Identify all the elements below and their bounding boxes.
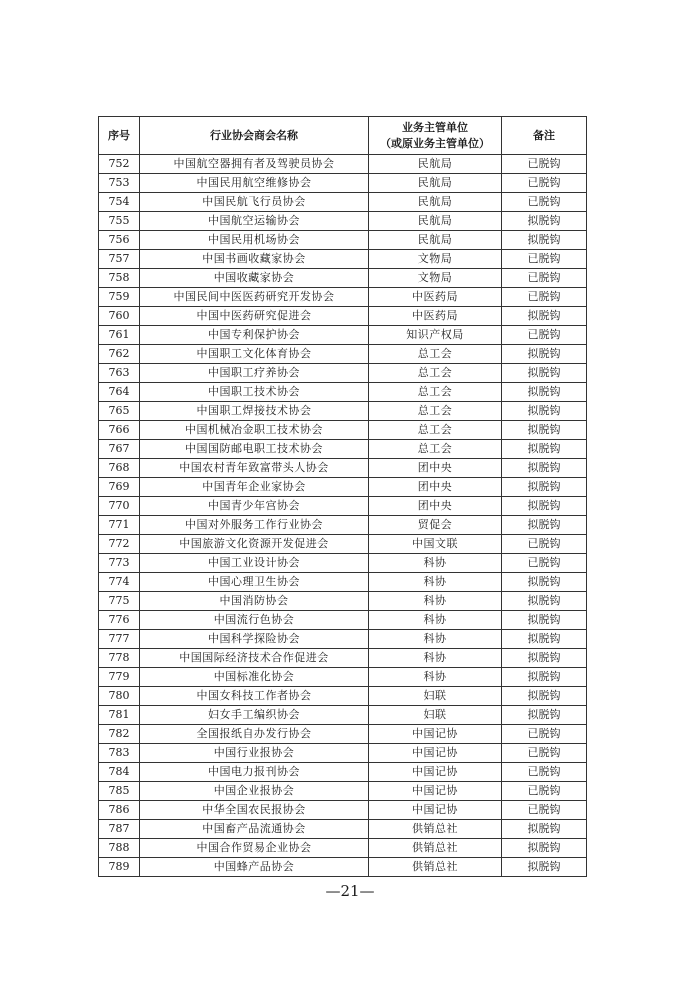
cell-remarks: 拟脱钩 xyxy=(502,668,587,687)
cell-supervising-unit: 团中央 xyxy=(369,478,502,497)
cell-remarks: 拟脱钩 xyxy=(502,611,587,630)
table-row xyxy=(99,782,587,801)
cell-serial-number: 763 xyxy=(99,364,140,383)
cell-serial-number: 753 xyxy=(99,174,140,193)
cell-serial-number: 776 xyxy=(99,611,140,630)
cell-remarks: 拟脱钩 xyxy=(502,364,587,383)
cell-supervising-unit: 供销总社 xyxy=(369,820,502,839)
cell-supervising-unit: 中国记协 xyxy=(369,725,502,744)
cell-supervising-unit: 中国记协 xyxy=(369,744,502,763)
cell-serial-number: 783 xyxy=(99,744,140,763)
cell-remarks: 已脱钩 xyxy=(502,174,587,193)
header-supervising-unit xyxy=(369,117,502,155)
cell-remarks: 拟脱钩 xyxy=(502,858,587,877)
cell-remarks: 拟脱钩 xyxy=(502,820,587,839)
cell-remarks: 已脱钩 xyxy=(502,801,587,820)
table-row xyxy=(99,174,587,193)
header-supervising-unit-line1: 业务主管单位 xyxy=(402,120,468,134)
cell-remarks: 拟脱钩 xyxy=(502,839,587,858)
cell-remarks: 已脱钩 xyxy=(502,193,587,212)
table-row xyxy=(99,212,587,231)
cell-association-name: 中国专利保护协会 xyxy=(140,326,369,345)
cell-supervising-unit: 文物局 xyxy=(369,269,502,288)
cell-serial-number: 771 xyxy=(99,516,140,535)
cell-supervising-unit: 科协 xyxy=(369,649,502,668)
cell-remarks: 已脱钩 xyxy=(502,725,587,744)
table-row xyxy=(99,706,587,725)
cell-serial-number: 769 xyxy=(99,478,140,497)
cell-serial-number: 755 xyxy=(99,212,140,231)
association-table xyxy=(98,116,587,877)
cell-remarks: 拟脱钩 xyxy=(502,421,587,440)
cell-association-name: 中国民用航空维修协会 xyxy=(140,174,369,193)
table-row xyxy=(99,440,587,459)
cell-remarks: 拟脱钩 xyxy=(502,459,587,478)
cell-remarks: 已脱钩 xyxy=(502,554,587,573)
cell-remarks: 拟脱钩 xyxy=(502,630,587,649)
cell-supervising-unit: 总工会 xyxy=(369,345,502,364)
cell-remarks: 拟脱钩 xyxy=(502,402,587,421)
cell-association-name: 中国女科技工作者协会 xyxy=(140,687,369,706)
table-row xyxy=(99,763,587,782)
cell-serial-number: 765 xyxy=(99,402,140,421)
cell-association-name: 中国民航飞行员协会 xyxy=(140,193,369,212)
cell-remarks: 已脱钩 xyxy=(502,782,587,801)
table-row xyxy=(99,535,587,554)
cell-association-name: 中国收藏家协会 xyxy=(140,269,369,288)
table-row xyxy=(99,820,587,839)
table-row xyxy=(99,744,587,763)
cell-association-name: 中国工业设计协会 xyxy=(140,554,369,573)
cell-supervising-unit: 中医药局 xyxy=(369,288,502,307)
cell-association-name: 中国流行色协会 xyxy=(140,611,369,630)
cell-association-name: 中国蜂产品协会 xyxy=(140,858,369,877)
cell-serial-number: 787 xyxy=(99,820,140,839)
cell-remarks: 拟脱钩 xyxy=(502,345,587,364)
cell-remarks: 已脱钩 xyxy=(502,763,587,782)
table-header-row xyxy=(99,117,587,155)
cell-supervising-unit: 总工会 xyxy=(369,402,502,421)
table-row xyxy=(99,687,587,706)
cell-remarks: 已脱钩 xyxy=(502,250,587,269)
cell-serial-number: 789 xyxy=(99,858,140,877)
cell-association-name: 中国青少年宫协会 xyxy=(140,497,369,516)
cell-serial-number: 781 xyxy=(99,706,140,725)
cell-remarks: 已脱钩 xyxy=(502,269,587,288)
cell-remarks: 拟脱钩 xyxy=(502,706,587,725)
cell-association-name: 中国职工文化体育协会 xyxy=(140,345,369,364)
table-row xyxy=(99,554,587,573)
table-row xyxy=(99,307,587,326)
cell-association-name: 中国对外服务工作行业协会 xyxy=(140,516,369,535)
cell-serial-number: 774 xyxy=(99,573,140,592)
table-row xyxy=(99,364,587,383)
cell-serial-number: 780 xyxy=(99,687,140,706)
cell-supervising-unit: 科协 xyxy=(369,611,502,630)
cell-remarks: 已脱钩 xyxy=(502,535,587,554)
cell-association-name: 中国航空器拥有者及驾驶员协会 xyxy=(140,155,369,174)
cell-supervising-unit: 中国记协 xyxy=(369,801,502,820)
cell-serial-number: 779 xyxy=(99,668,140,687)
table-row xyxy=(99,155,587,174)
cell-supervising-unit: 科协 xyxy=(369,630,502,649)
cell-association-name: 中国科学探险协会 xyxy=(140,630,369,649)
table-row xyxy=(99,668,587,687)
table-row xyxy=(99,421,587,440)
table-row xyxy=(99,288,587,307)
table-row xyxy=(99,383,587,402)
cell-association-name: 中华全国农民报协会 xyxy=(140,801,369,820)
cell-supervising-unit: 中国记协 xyxy=(369,782,502,801)
cell-association-name: 中国职工焊接技术协会 xyxy=(140,402,369,421)
table-row xyxy=(99,592,587,611)
cell-serial-number: 772 xyxy=(99,535,140,554)
cell-supervising-unit: 中国文联 xyxy=(369,535,502,554)
cell-supervising-unit: 总工会 xyxy=(369,383,502,402)
cell-serial-number: 760 xyxy=(99,307,140,326)
table-row xyxy=(99,858,587,877)
cell-supervising-unit: 科协 xyxy=(369,592,502,611)
cell-association-name: 中国书画收藏家协会 xyxy=(140,250,369,269)
cell-serial-number: 758 xyxy=(99,269,140,288)
cell-serial-number: 766 xyxy=(99,421,140,440)
cell-supervising-unit: 总工会 xyxy=(369,421,502,440)
cell-remarks: 拟脱钩 xyxy=(502,440,587,459)
cell-remarks: 拟脱钩 xyxy=(502,383,587,402)
cell-serial-number: 764 xyxy=(99,383,140,402)
cell-association-name: 中国中医药研究促进会 xyxy=(140,307,369,326)
cell-supervising-unit: 中国记协 xyxy=(369,763,502,782)
cell-supervising-unit: 科协 xyxy=(369,573,502,592)
table-row xyxy=(99,649,587,668)
cell-remarks: 已脱钩 xyxy=(502,155,587,174)
cell-remarks: 已脱钩 xyxy=(502,326,587,345)
cell-association-name: 中国民用机场协会 xyxy=(140,231,369,250)
cell-supervising-unit: 文物局 xyxy=(369,250,502,269)
table-body xyxy=(99,155,587,877)
cell-serial-number: 788 xyxy=(99,839,140,858)
cell-remarks: 拟脱钩 xyxy=(502,573,587,592)
table-row xyxy=(99,611,587,630)
cell-serial-number: 770 xyxy=(99,497,140,516)
cell-supervising-unit: 科协 xyxy=(369,554,502,573)
cell-serial-number: 767 xyxy=(99,440,140,459)
cell-association-name: 中国标准化协会 xyxy=(140,668,369,687)
cell-serial-number: 778 xyxy=(99,649,140,668)
cell-supervising-unit: 妇联 xyxy=(369,687,502,706)
header-serial-number: 序号 xyxy=(99,117,140,155)
cell-association-name: 全国报纸自办发行协会 xyxy=(140,725,369,744)
cell-association-name: 中国国防邮电职工技术协会 xyxy=(140,440,369,459)
cell-supervising-unit: 贸促会 xyxy=(369,516,502,535)
cell-supervising-unit: 知识产权局 xyxy=(369,326,502,345)
cell-serial-number: 762 xyxy=(99,345,140,364)
table-row xyxy=(99,839,587,858)
cell-association-name: 中国合作贸易企业协会 xyxy=(140,839,369,858)
cell-supervising-unit: 供销总社 xyxy=(369,839,502,858)
table-row xyxy=(99,516,587,535)
cell-association-name: 中国青年企业家协会 xyxy=(140,478,369,497)
cell-supervising-unit: 民航局 xyxy=(369,174,502,193)
table-row xyxy=(99,402,587,421)
cell-serial-number: 768 xyxy=(99,459,140,478)
cell-remarks: 拟脱钩 xyxy=(502,307,587,326)
cell-supervising-unit: 民航局 xyxy=(369,212,502,231)
cell-association-name: 妇女手工编织协会 xyxy=(140,706,369,725)
cell-remarks: 已脱钩 xyxy=(502,744,587,763)
cell-association-name: 中国企业报协会 xyxy=(140,782,369,801)
table-row xyxy=(99,497,587,516)
header-remarks: 备注 xyxy=(502,117,587,155)
cell-supervising-unit: 科协 xyxy=(369,668,502,687)
table-row xyxy=(99,478,587,497)
cell-serial-number: 752 xyxy=(99,155,140,174)
cell-supervising-unit: 民航局 xyxy=(369,231,502,250)
cell-association-name: 中国航空运输协会 xyxy=(140,212,369,231)
cell-serial-number: 759 xyxy=(99,288,140,307)
cell-association-name: 中国旅游文化资源开发促进会 xyxy=(140,535,369,554)
cell-remarks: 已脱钩 xyxy=(502,288,587,307)
cell-supervising-unit: 总工会 xyxy=(369,364,502,383)
cell-association-name: 中国职工技术协会 xyxy=(140,383,369,402)
cell-association-name: 中国畜产品流通协会 xyxy=(140,820,369,839)
cell-remarks: 拟脱钩 xyxy=(502,516,587,535)
header-supervising-unit-line2: （或原业务主管单位） xyxy=(380,136,490,150)
cell-supervising-unit: 供销总社 xyxy=(369,858,502,877)
cell-remarks: 拟脱钩 xyxy=(502,687,587,706)
cell-supervising-unit: 民航局 xyxy=(369,155,502,174)
cell-serial-number: 786 xyxy=(99,801,140,820)
cell-serial-number: 782 xyxy=(99,725,140,744)
cell-serial-number: 754 xyxy=(99,193,140,212)
cell-remarks: 拟脱钩 xyxy=(502,592,587,611)
cell-association-name: 中国消防协会 xyxy=(140,592,369,611)
table-row xyxy=(99,459,587,478)
table-row xyxy=(99,193,587,212)
cell-association-name: 中国电力报刊协会 xyxy=(140,763,369,782)
cell-association-name: 中国民间中医医药研究开发协会 xyxy=(140,288,369,307)
cell-serial-number: 777 xyxy=(99,630,140,649)
cell-serial-number: 756 xyxy=(99,231,140,250)
table-row xyxy=(99,573,587,592)
cell-supervising-unit: 民航局 xyxy=(369,193,502,212)
cell-serial-number: 785 xyxy=(99,782,140,801)
cell-remarks: 拟脱钩 xyxy=(502,212,587,231)
cell-remarks: 拟脱钩 xyxy=(502,478,587,497)
cell-serial-number: 757 xyxy=(99,250,140,269)
cell-supervising-unit: 妇联 xyxy=(369,706,502,725)
cell-serial-number: 775 xyxy=(99,592,140,611)
table-row xyxy=(99,269,587,288)
cell-supervising-unit: 团中央 xyxy=(369,497,502,516)
cell-association-name: 中国机械冶金职工技术协会 xyxy=(140,421,369,440)
cell-association-name: 中国农村青年致富带头人协会 xyxy=(140,459,369,478)
table-row xyxy=(99,801,587,820)
page-number: —21— xyxy=(325,882,375,900)
cell-remarks: 拟脱钩 xyxy=(502,649,587,668)
cell-serial-number: 773 xyxy=(99,554,140,573)
table-row xyxy=(99,250,587,269)
cell-remarks: 拟脱钩 xyxy=(502,231,587,250)
cell-supervising-unit: 总工会 xyxy=(369,440,502,459)
cell-serial-number: 761 xyxy=(99,326,140,345)
cell-association-name: 中国国际经济技术合作促进会 xyxy=(140,649,369,668)
table-row xyxy=(99,326,587,345)
table-row xyxy=(99,231,587,250)
table-row xyxy=(99,725,587,744)
cell-association-name: 中国心理卫生协会 xyxy=(140,573,369,592)
header-association-name: 行业协会商会名称 xyxy=(140,117,369,155)
cell-supervising-unit: 中医药局 xyxy=(369,307,502,326)
table-row xyxy=(99,630,587,649)
cell-association-name: 中国行业报协会 xyxy=(140,744,369,763)
cell-supervising-unit: 团中央 xyxy=(369,459,502,478)
table-row xyxy=(99,345,587,364)
cell-remarks: 拟脱钩 xyxy=(502,497,587,516)
cell-association-name: 中国职工疗养协会 xyxy=(140,364,369,383)
cell-serial-number: 784 xyxy=(99,763,140,782)
